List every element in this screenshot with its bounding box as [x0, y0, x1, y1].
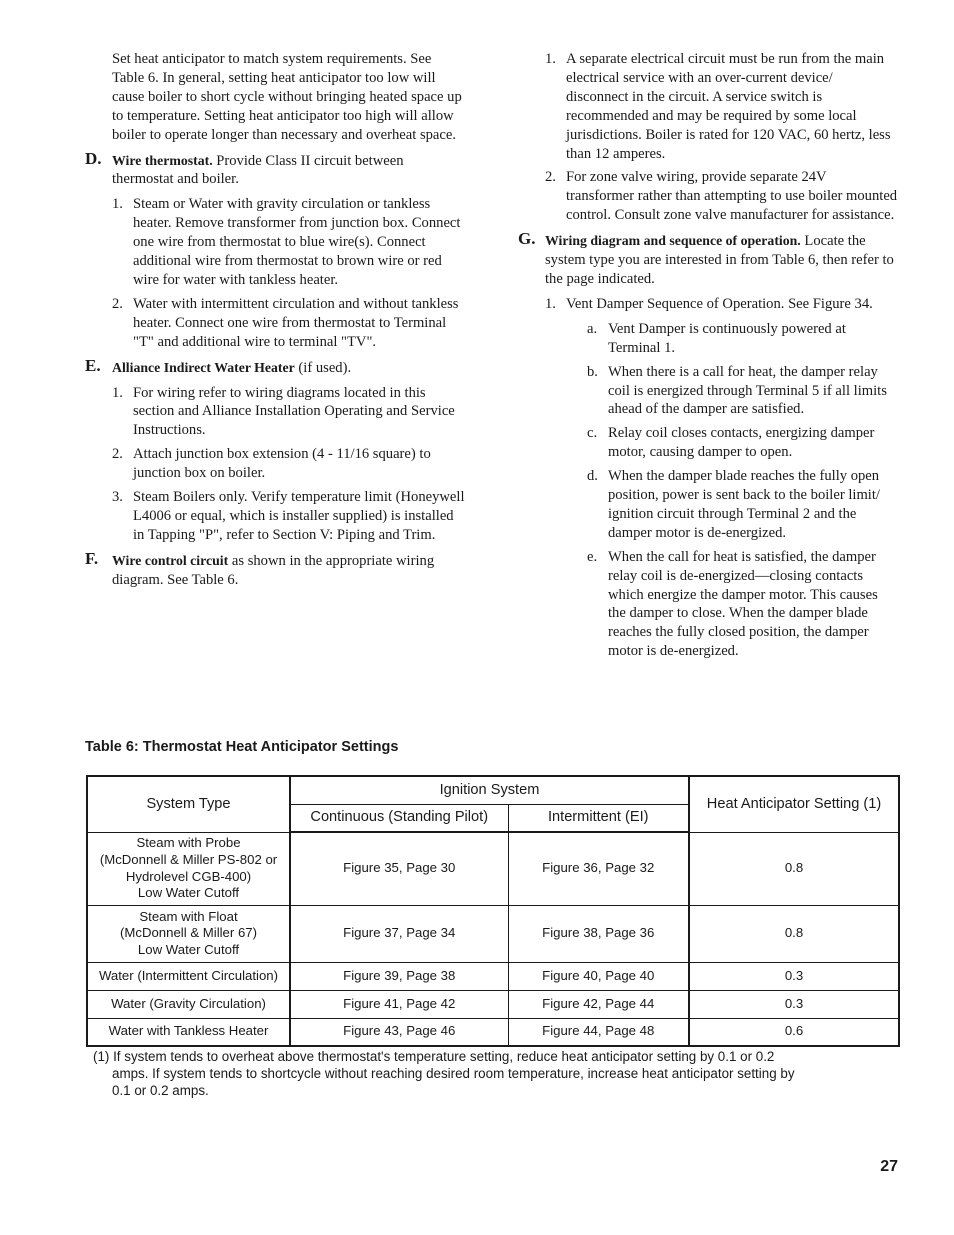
system-type-line: Water with Tankless Heater: [108, 1023, 269, 1039]
list-marker: a.: [587, 320, 598, 337]
section-d-text: Provide Class II circuit between thermostat and boiler.: [112, 152, 404, 188]
section-g-letter: G.: [518, 229, 536, 249]
cell-setting: 0.3: [689, 962, 899, 990]
section-g-list: [518, 295, 898, 661]
header-continuous: Continuous (Standing Pilot): [290, 804, 508, 832]
section-f: [85, 548, 465, 590]
section-g-title: Wiring diagram and sequence of operation.: [545, 233, 801, 249]
list-marker: c.: [587, 425, 598, 442]
list-item: [112, 488, 465, 545]
table-row: [87, 962, 899, 990]
list-item: [587, 363, 898, 420]
cell-continuous: Figure 37, Page 34: [290, 905, 508, 962]
list-item: [587, 320, 898, 358]
list-marker: b.: [587, 363, 598, 380]
system-type-line: Water (Gravity Circulation): [111, 995, 266, 1011]
cell-setting: 0.3: [689, 990, 899, 1018]
cell-system-type: [87, 990, 290, 1018]
list-marker: 1.: [112, 196, 123, 213]
list-item-text: For wiring refer to wiring diagrams located in this section and Alliance Installation Operating and Service Instructions.: [133, 384, 455, 439]
list-item: [545, 295, 898, 661]
anticipator-settings-table: [86, 775, 900, 1047]
list-item-text: Steam or Water with gravity circulation or tankless heater. Remove transformer from junction box. Connect one wire from thermostat to blue wire(s). Connect additional wire from thermostat to brown wire or red wire for water with tankless heater.: [133, 196, 461, 288]
table-caption: Table 6: Thermostat Heat Anticipator Settings: [85, 739, 399, 755]
table-row: [87, 832, 899, 905]
system-type-line: Low Water Cutoff: [137, 885, 240, 901]
cell-system-type: [87, 1018, 290, 1046]
section-e-text: (if used).: [294, 359, 352, 376]
list-item: [112, 445, 465, 483]
heat-anticipator-intro: Set heat anticipator to match system requirements. See Table 6. In general, setting heat anticipator too low will cause boiler to short cycle without bringing heated space up to temperature. Setting heat anticipator too high will allow boiler to operate longer than necessary and overheat space.: [112, 51, 462, 143]
cell-continuous: Figure 41, Page 42: [290, 990, 508, 1018]
section-g: [518, 229, 898, 289]
list-item-text: Vent Damper is continuously powered at Terminal 1.: [608, 320, 846, 356]
system-type-line: Steam with Float: [139, 908, 238, 924]
list-marker: 2.: [112, 295, 123, 312]
system-type-line: Water (Intermittent Circulation): [98, 967, 279, 983]
list-item: [112, 295, 465, 352]
list-item-text: When the call for heat is satisfied, the damper relay coil is de-energized—closing contacts which energize the damper motor. This causes the damper to close. When the damper blade reaches the fully closed position, the damper motor is de-energized.: [608, 548, 878, 660]
section-f-title: Wire control circuit: [112, 552, 229, 568]
list-item: [112, 195, 465, 290]
list-item: [112, 384, 465, 441]
cell-setting: 0.6: [689, 1018, 899, 1046]
table-row: [87, 1018, 899, 1046]
table-row: [87, 905, 899, 962]
section-e-heading: [112, 359, 465, 378]
list-item-text: When there is a call for heat, the damper relay coil is energized through Terminal 5 if all limits ahead of the damper are satisfied.: [608, 363, 887, 418]
section-d-letter: D.: [85, 148, 102, 168]
table-row: [87, 990, 899, 1018]
right-column: [518, 50, 898, 666]
cell-intermittent: Figure 38, Page 36: [508, 905, 689, 962]
cell-setting: 0.8: [689, 832, 899, 905]
header-system-type: System Type: [87, 776, 290, 832]
section-d-title: Wire thermostat.: [112, 152, 213, 168]
list-item-text: Attach junction box extension (4 - 11/16 square) to junction box on boiler.: [133, 446, 431, 482]
system-type-line: Low Water Cutoff: [137, 941, 240, 957]
section-e-title: Alliance Indirect Water Heater: [112, 359, 295, 375]
section-e-list: [85, 384, 465, 545]
list-item: [587, 467, 898, 543]
list-item-text: Relay coil closes contacts, energizing damper motor, causing damper to open.: [608, 425, 875, 461]
list-item: [545, 50, 898, 163]
cell-continuous: Figure 43, Page 46: [290, 1018, 508, 1046]
list-item: [545, 168, 898, 225]
header-ignition-system: Ignition System: [290, 776, 689, 804]
section-d-heading: [112, 152, 465, 190]
section-e-letter: E.: [85, 355, 101, 375]
table-footnote: (1) If system tends to overheat above thermostat's temperature setting, reduce heat anticipator setting by 0.1 or 0.2 amps. If system tends to shortcycle without reaching desired room temperature, increase heat anticipator setting by 0.1 or 0.2 amps.: [93, 1049, 795, 1098]
left-column: [85, 50, 465, 596]
list-marker: 1.: [545, 295, 556, 312]
page-number: 27: [880, 1158, 898, 1175]
power-wiring-list: [518, 50, 898, 225]
system-type-line: Hydrolevel CGB-400): [125, 868, 252, 884]
list-marker: 3.: [112, 489, 123, 506]
system-type-line: (McDonnell & Miller PS-802 or: [99, 851, 278, 867]
list-marker: 2.: [545, 169, 556, 186]
section-g-text: Locate the system type you are interested in from Table 6, then refer to the page indicated.: [545, 233, 894, 287]
section-e: [85, 355, 465, 378]
list-marker: 2.: [112, 446, 123, 463]
cell-system-type: [87, 832, 290, 905]
list-marker: d.: [587, 468, 598, 485]
cell-setting: 0.8: [689, 905, 899, 962]
cell-system-type: [87, 905, 290, 962]
list-item-text: A separate electrical circuit must be run from the main electrical service with an over-current device/ disconnect in the circuit. A service switch is recommended and may be required by some local jurisdictions. Boiler is rated for 120 VAC, 60 hertz, less than 12 amperes.: [566, 51, 891, 162]
damper-sequence-list: [566, 320, 898, 661]
cell-system-type: [87, 962, 290, 990]
system-type-line: (McDonnell & Miller 67): [119, 925, 258, 941]
list-item: [587, 548, 898, 661]
system-type-line: Steam with Probe: [136, 835, 241, 851]
cell-continuous: Figure 39, Page 38: [290, 962, 508, 990]
list-item-text: Steam Boilers only. Verify temperature limit (Honeywell L4006 or equal, which is installer supplied) is installed in Tapping "P", refer to Section V: Piping and Trim.: [133, 489, 465, 543]
cell-intermittent: Figure 40, Page 40: [508, 962, 689, 990]
list-marker: 1.: [112, 384, 123, 401]
cell-intermittent: Figure 36, Page 32: [508, 832, 689, 905]
header-anticipator-setting: Heat Anticipator Setting (1): [689, 776, 899, 832]
section-d: [85, 148, 465, 190]
header-intermittent: Intermittent (EI): [508, 804, 689, 832]
list-item-text: Vent Damper Sequence of Operation. See Figure 34.: [566, 295, 873, 312]
cell-intermittent: Figure 44, Page 48: [508, 1018, 689, 1046]
list-marker: e.: [587, 548, 598, 565]
section-f-heading: [112, 552, 465, 590]
section-f-text: as shown in the appropriate wiring diagram. See Table 6.: [112, 552, 435, 588]
cell-continuous: Figure 35, Page 30: [290, 832, 508, 905]
section-f-letter: F.: [85, 548, 99, 568]
list-item-text: When the damper blade reaches the fully open position, power is sent back to the boiler limit/ ignition circuit through Terminal 2 and the damper motor is de-energized.: [608, 468, 880, 541]
list-item-text: Water with intermittent circulation and without tankless heater. Connect one wire from thermostat to Terminal "T" and additional wire to terminal "TV".: [133, 295, 459, 350]
section-d-list: [85, 195, 465, 351]
list-item: [587, 424, 898, 462]
list-marker: 1.: [545, 51, 556, 67]
section-g-heading: [545, 232, 898, 289]
cell-intermittent: Figure 42, Page 44: [508, 990, 689, 1018]
list-item-text: For zone valve wiring, provide separate 24V transformer rather than attempting to use boiler mounted control. Consult zone valve manufacturer for assistance.: [566, 169, 898, 224]
